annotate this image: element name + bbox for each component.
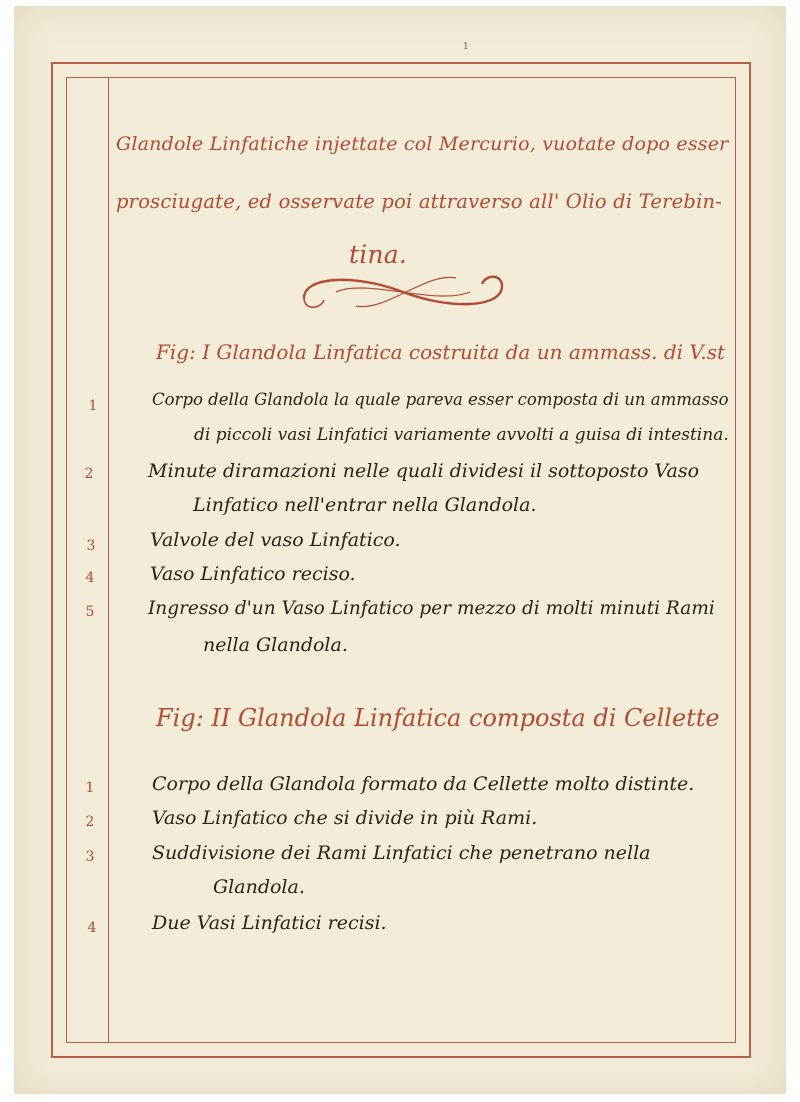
figure-1-entry-1-number: 1 — [88, 398, 98, 414]
figure-1-entry-1-line-1: Corpo della Glandola la quale pareva esser composta di un ammasso — [152, 390, 729, 409]
figure-1-entry-4-line-1: Vaso Linfatico reciso. — [150, 563, 356, 585]
figure-1-entry-2-line-1: Minute diramazioni nelle quali dividesi il sottoposto Vaso — [148, 460, 700, 482]
calligraphic-flourish-icon — [296, 268, 510, 316]
figure-2-entry-1-line-1: Corpo della Glandola formato da Cellette molto distinte. — [152, 773, 695, 795]
title-line-2: prosciugate, ed osservate poi attraverso all' Olio di Terebin- — [116, 190, 723, 213]
figure-1-entry-1-line-2: di piccoli vasi Linfatici variamente avvolti a guisa di intestina. — [194, 425, 729, 445]
inner-border-frame — [66, 77, 736, 1043]
title-line-1: Glandole Linfatiche injettate col Mercurio, vuotate dopo esser — [116, 133, 729, 155]
figure-2-entry-3-line-2: Glandola. — [213, 876, 305, 898]
title-line-3: tina. — [349, 240, 407, 269]
figure-1-entry-5-number: 5 — [85, 604, 95, 620]
figure-2-entry-2-number: 2 — [85, 814, 95, 830]
figure-1-entry-2-number: 2 — [84, 466, 94, 482]
margin-rule — [108, 77, 109, 1043]
page-mark: 1 — [463, 42, 469, 52]
figure-1-entry-4-number: 4 — [85, 570, 95, 586]
figure-1-entry-3-number: 3 — [86, 538, 96, 554]
figure-1-entry-2-line-2: Linfatico nell'entrar nella Glandola. — [193, 494, 537, 516]
figure-2-entry-1-number: 1 — [85, 780, 95, 796]
figure-1-heading: Fig: I Glandola Linfatica costruita da un ammass. di V.st — [156, 340, 726, 364]
figure-2-entry-4-line-1: Due Vasi Linfatici recisi. — [152, 912, 387, 934]
figure-2-entry-4-number: 4 — [87, 920, 97, 936]
figure-1-entry-5-line-2: nella Glandola. — [203, 634, 348, 656]
figure-2-entry-2-line-1: Vaso Linfatico che si divide in più Rami. — [152, 807, 538, 829]
figure-1-entry-3-line-1: Valvole del vaso Linfatico. — [150, 529, 401, 551]
figure-2-entry-3-line-1: Suddivisione dei Rami Linfatici che penetrano nella — [152, 842, 651, 864]
figure-2-heading: Fig: II Glandola Linfatica composta di Cellette — [156, 704, 720, 732]
figure-2-entry-3-number: 3 — [85, 849, 95, 865]
figure-1-entry-5-line-1: Ingresso d'un Vaso Linfatico per mezzo di molti minuti Rami — [148, 598, 715, 619]
